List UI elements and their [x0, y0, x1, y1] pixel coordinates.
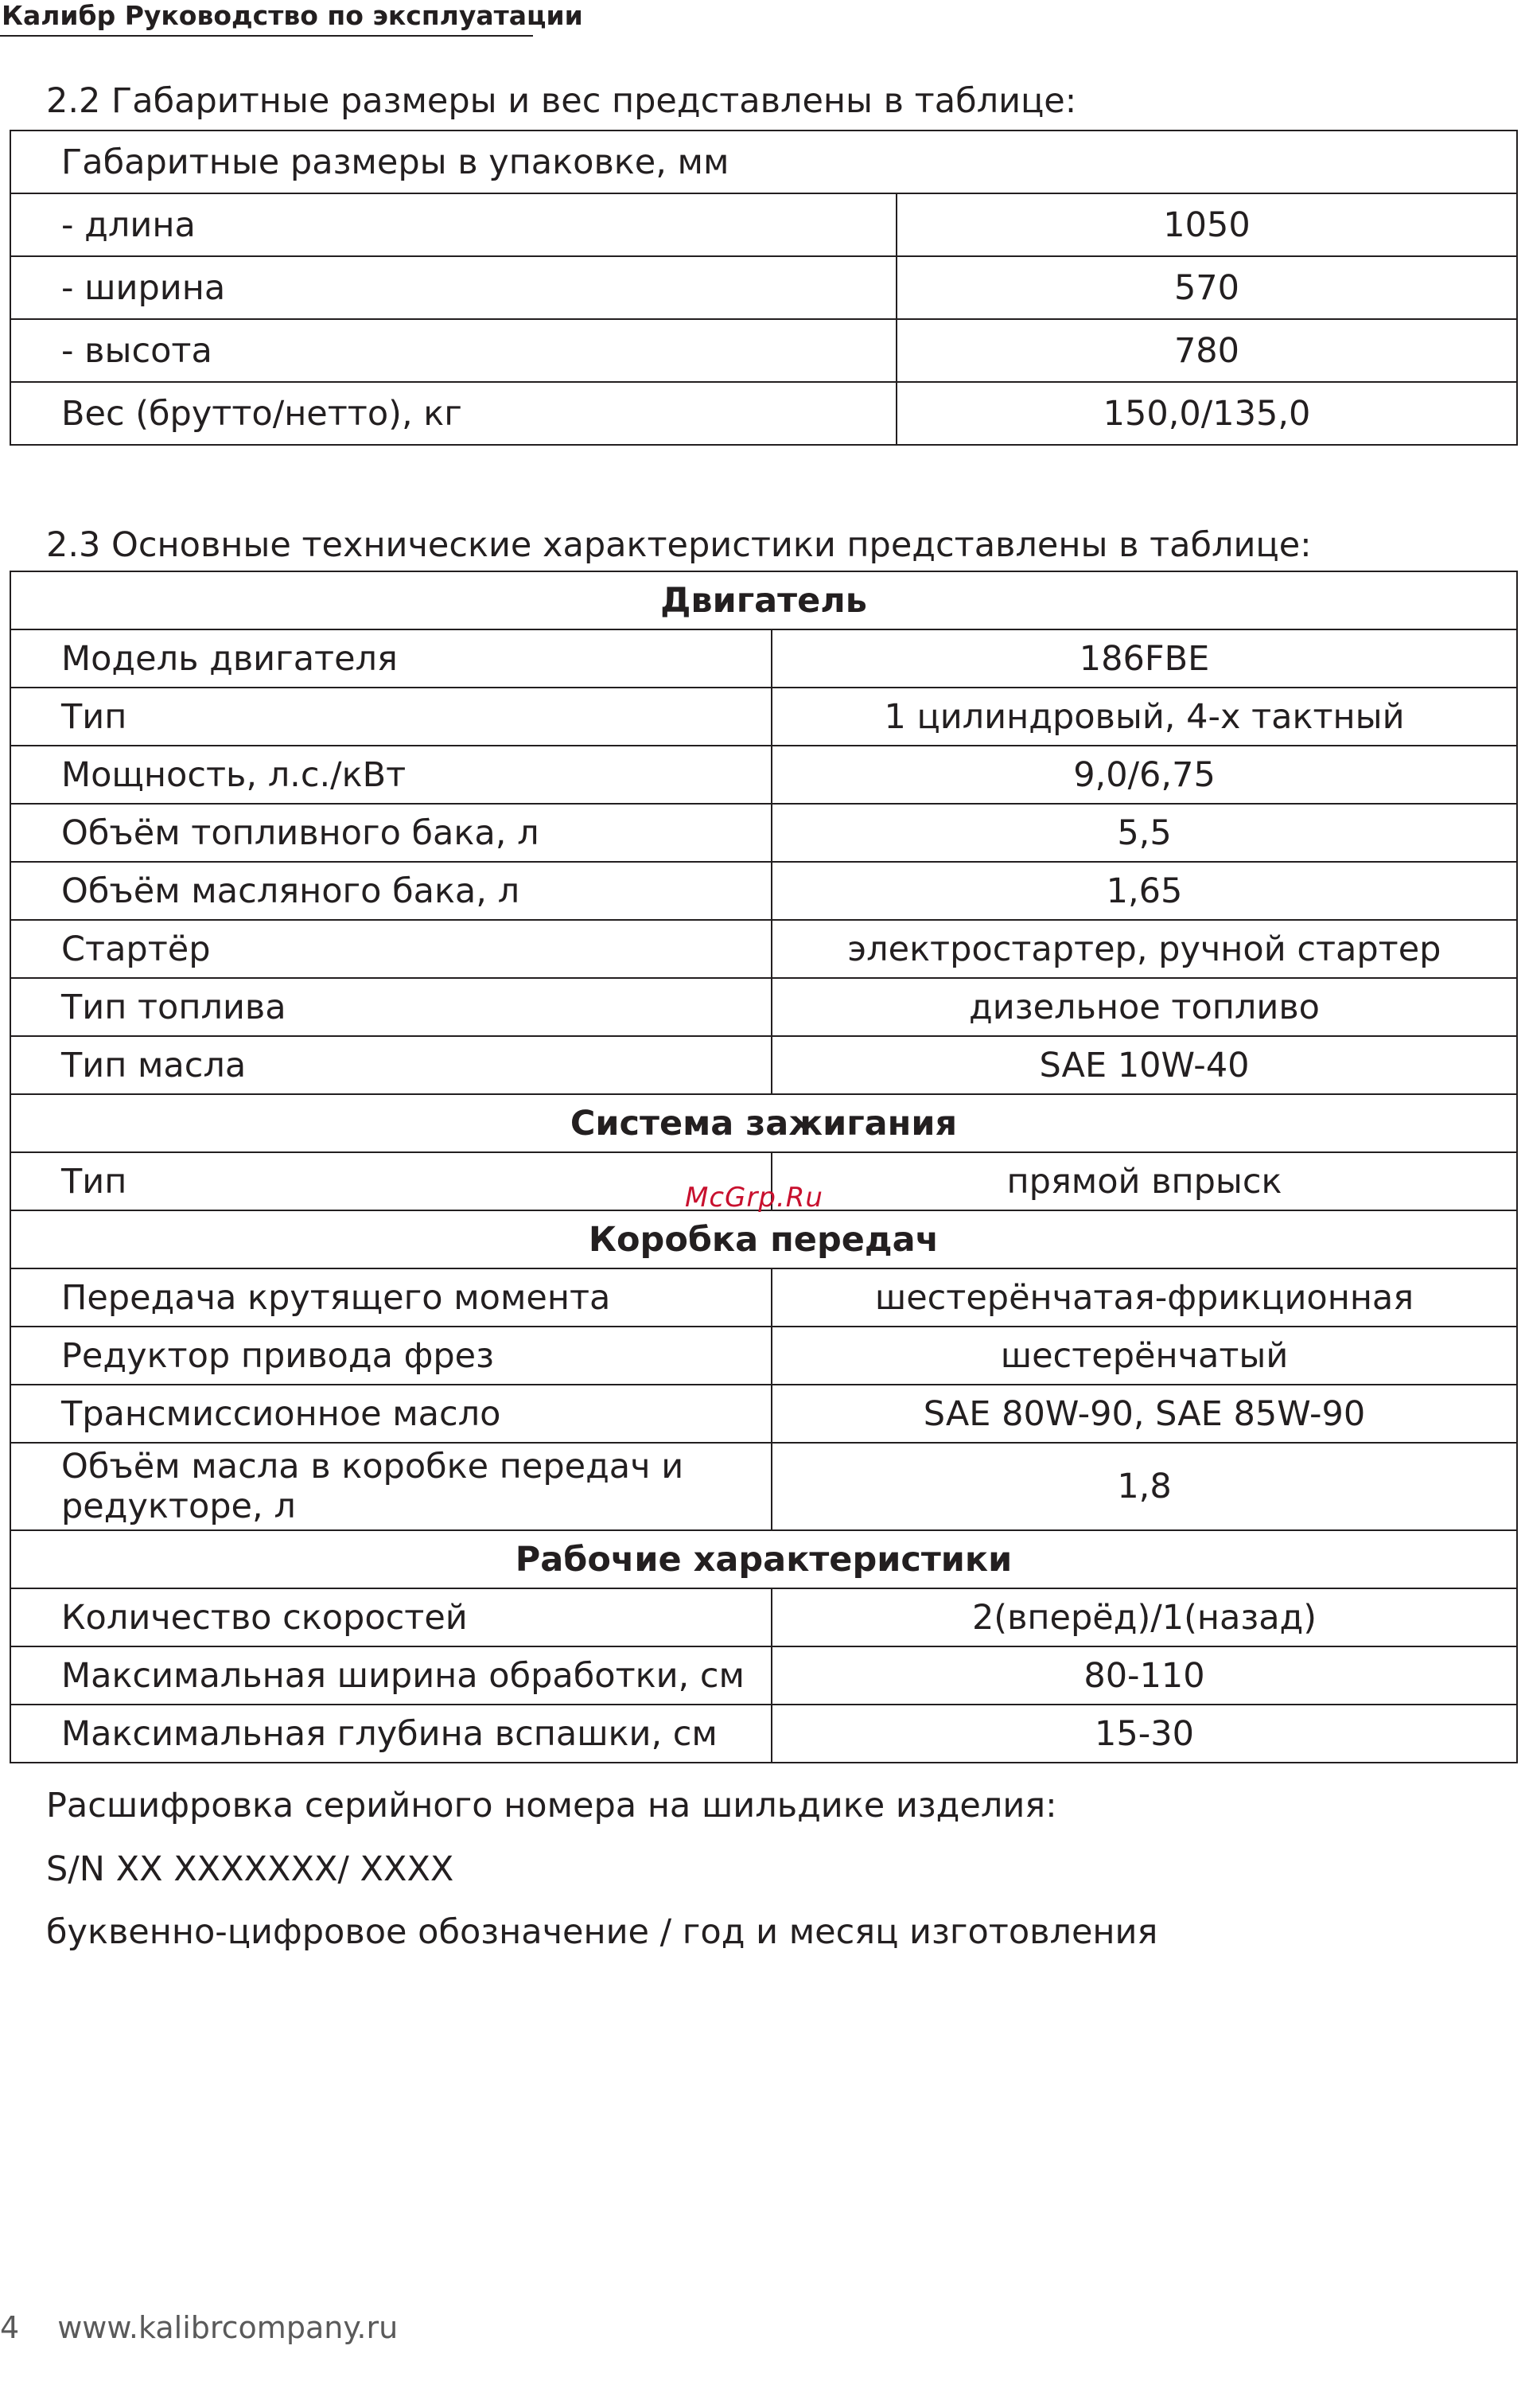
section-title-gearbox: Коробка передач — [10, 1210, 1517, 1268]
row-value: 150,0/135,0 — [897, 382, 1517, 445]
table-row — [10, 804, 1517, 862]
row-label: Тип — [10, 688, 772, 746]
page-footer — [0, 2308, 398, 2348]
row-label: Трансмиссионное масло — [10, 1385, 772, 1443]
watermark: McGrp.Ru — [685, 1182, 823, 1214]
table-row — [10, 131, 1517, 193]
section-title-ignition: Система зажигания — [10, 1094, 1517, 1152]
table-row — [10, 1036, 1517, 1094]
row-label: Максимальная ширина обработки, см — [10, 1646, 772, 1705]
table-row — [10, 1588, 1517, 1646]
row-label — [10, 1443, 772, 1530]
table-row — [10, 629, 1517, 688]
row-label: Редуктор привода фрез — [10, 1327, 772, 1385]
row-value: шестерёнчатый — [772, 1327, 1517, 1385]
document-title: Калибр Руководство по эксплуатации — [2, 0, 583, 31]
website-link[interactable]: www.kalibrcompany.ru — [57, 2310, 399, 2345]
row-label: - ширина — [10, 256, 897, 319]
row-value: 1,65 — [772, 862, 1517, 920]
row-label-line: Объём масла в коробке передач и — [61, 1447, 684, 1486]
row-label: Передача крутящего момента — [10, 1268, 772, 1327]
row-label: Тип масла — [10, 1036, 772, 1094]
section-header-row — [10, 1530, 1517, 1588]
row-value: 80-110 — [772, 1646, 1517, 1705]
table-row — [10, 1327, 1517, 1385]
row-value: 9,0/6,75 — [772, 746, 1517, 804]
row-label: Объём масляного бака, л — [10, 862, 772, 920]
row-value: прямой впрыск — [772, 1152, 1517, 1210]
row-value: 5,5 — [772, 804, 1517, 862]
dimensions-table — [10, 130, 1518, 446]
row-label: Количество скоростей — [10, 1588, 772, 1646]
table-row — [10, 920, 1517, 978]
serial-explanation: буквенно-цифровое обозначение / год и месяц изготовления — [46, 1912, 1158, 1952]
table-row — [10, 1385, 1517, 1443]
row-value: дизельное топливо — [772, 978, 1517, 1036]
row-label: Модель двигателя — [10, 629, 772, 688]
table-row — [10, 1443, 1517, 1530]
row-value: 780 — [897, 319, 1517, 382]
section-header-row — [10, 1094, 1517, 1152]
row-value: электростартер, ручной стартер — [772, 920, 1517, 978]
row-label: - длина — [10, 193, 897, 256]
serial-intro: Расшифровка серийного номера на шильдике изделия: — [46, 1786, 1057, 1825]
table-row — [10, 862, 1517, 920]
page-header — [0, 0, 583, 37]
page-number: 4 — [0, 2310, 20, 2345]
dimensions-intro: 2.2 Габаритные размеры и вес представлены в таблице: — [46, 81, 1077, 121]
row-label: Стартёр — [10, 920, 772, 978]
table-row — [10, 1646, 1517, 1705]
table-row — [10, 1705, 1517, 1763]
row-value: SAE 10W-40 — [772, 1036, 1517, 1094]
specs-table — [10, 571, 1518, 1763]
section-title-performance: Рабочие характеристики — [10, 1530, 1517, 1588]
row-value: шестерёнчатая-фрикционная — [772, 1268, 1517, 1327]
table-row — [10, 319, 1517, 382]
table-row — [10, 256, 1517, 319]
row-label-line: редукторе, л — [61, 1486, 296, 1526]
row-value: SAE 80W-90, SAE 85W-90 — [772, 1385, 1517, 1443]
table-row — [10, 746, 1517, 804]
serial-format: S/N XX XXXXXXX/ XXXX — [46, 1849, 454, 1889]
row-value: 15-30 — [772, 1705, 1517, 1763]
table-row — [10, 978, 1517, 1036]
row-value: 1,8 — [772, 1443, 1517, 1530]
table-row — [10, 193, 1517, 256]
table-row — [10, 688, 1517, 746]
row-label: Тип — [10, 1152, 772, 1210]
row-label: Мощность, л.с./кВт — [10, 746, 772, 804]
table-row — [10, 1268, 1517, 1327]
row-value: 570 — [897, 256, 1517, 319]
row-label: Тип топлива — [10, 978, 772, 1036]
section-header-row — [10, 571, 1517, 629]
row-label: Максимальная глубина вспашки, см — [10, 1705, 772, 1763]
row-label: Объём топливного бака, л — [10, 804, 772, 862]
row-value: 1050 — [897, 193, 1517, 256]
row-value: 1 цилиндровый, 4-х тактный — [772, 688, 1517, 746]
row-value: 186FBE — [772, 629, 1517, 688]
row-label: - высота — [10, 319, 897, 382]
row-label: Вес (брутто/нетто), кг — [10, 382, 897, 445]
specs-intro: 2.3 Основные технические характеристики представлены в таблице: — [46, 525, 1312, 565]
section-header-row — [10, 1210, 1517, 1268]
table-row — [10, 382, 1517, 445]
section-title-engine: Двигатель — [10, 571, 1517, 629]
row-value: 2(вперёд)/1(назад) — [772, 1588, 1517, 1646]
dimensions-group-label: Габаритные размеры в упаковке, мм — [10, 131, 1517, 193]
